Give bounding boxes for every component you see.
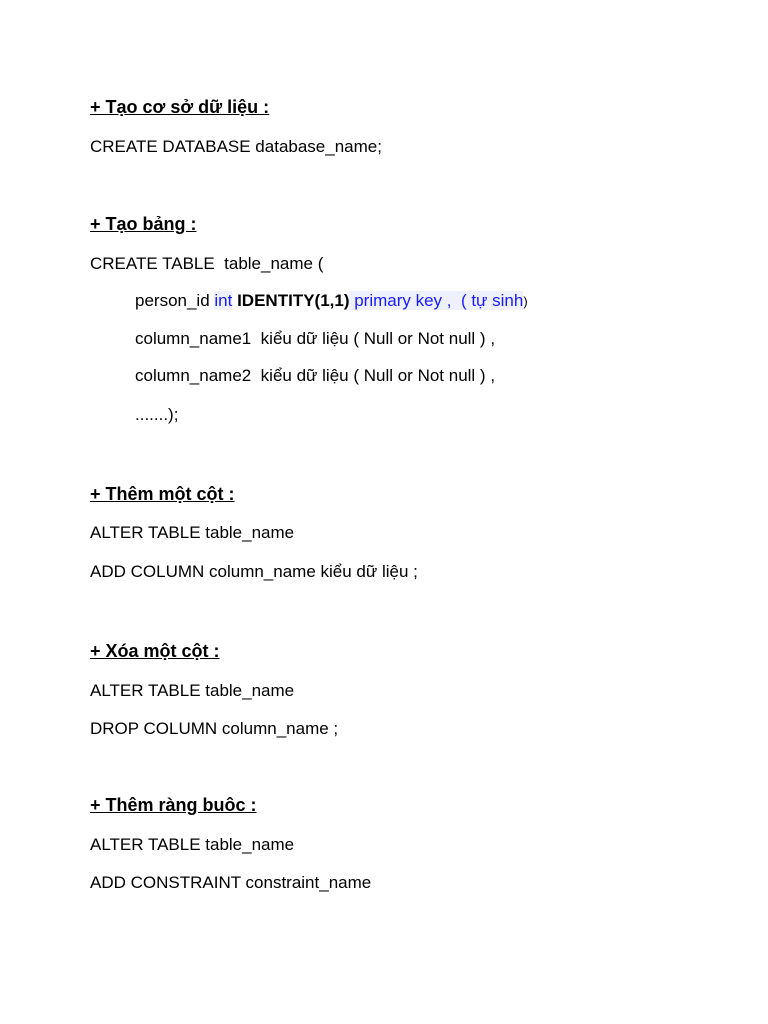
code-line: CREATE TABLE table_name ( [90,254,324,273]
code-line: column_name2 kiểu dữ liệu ( Null or Not null ) , [135,366,496,385]
code-line: ALTER TABLE table_name [90,681,295,700]
code-line-person-id [135,290,528,313]
code-line: CREATE DATABASE database_name; [90,137,382,156]
heading-drop-column: + Xóa một cột : [90,641,220,661]
heading-add-constraint: + Thêm ràng buôc : [90,795,257,815]
code-line: ADD COLUMN column_name kiểu dữ liệu ; [90,562,418,581]
code-line: ALTER TABLE table_name [90,523,295,542]
code-line: DROP COLUMN column_name ; [90,719,339,738]
heading-create-database: + Tạo cơ sở dữ liệu : [90,97,270,117]
code-line: ADD CONSTRAINT constraint_name [90,873,372,892]
code-text: person_id [135,291,215,310]
heading-create-table: + Tạo bảng : [90,214,197,234]
code-keyword-type: int [214,291,233,310]
heading-add-column: + Thêm một cột : [90,484,235,504]
code-line: column_name1 kiểu dữ liệu ( Null or Not null ) , [135,329,496,348]
code-line: .......); [135,405,179,424]
code-keyword-primary-key: primary key , ( tự sinh [349,291,524,310]
code-line: ALTER TABLE table_name [90,835,295,854]
code-keyword-identity: IDENTITY(1,1) [232,291,350,310]
code-text: ) [523,294,528,309]
